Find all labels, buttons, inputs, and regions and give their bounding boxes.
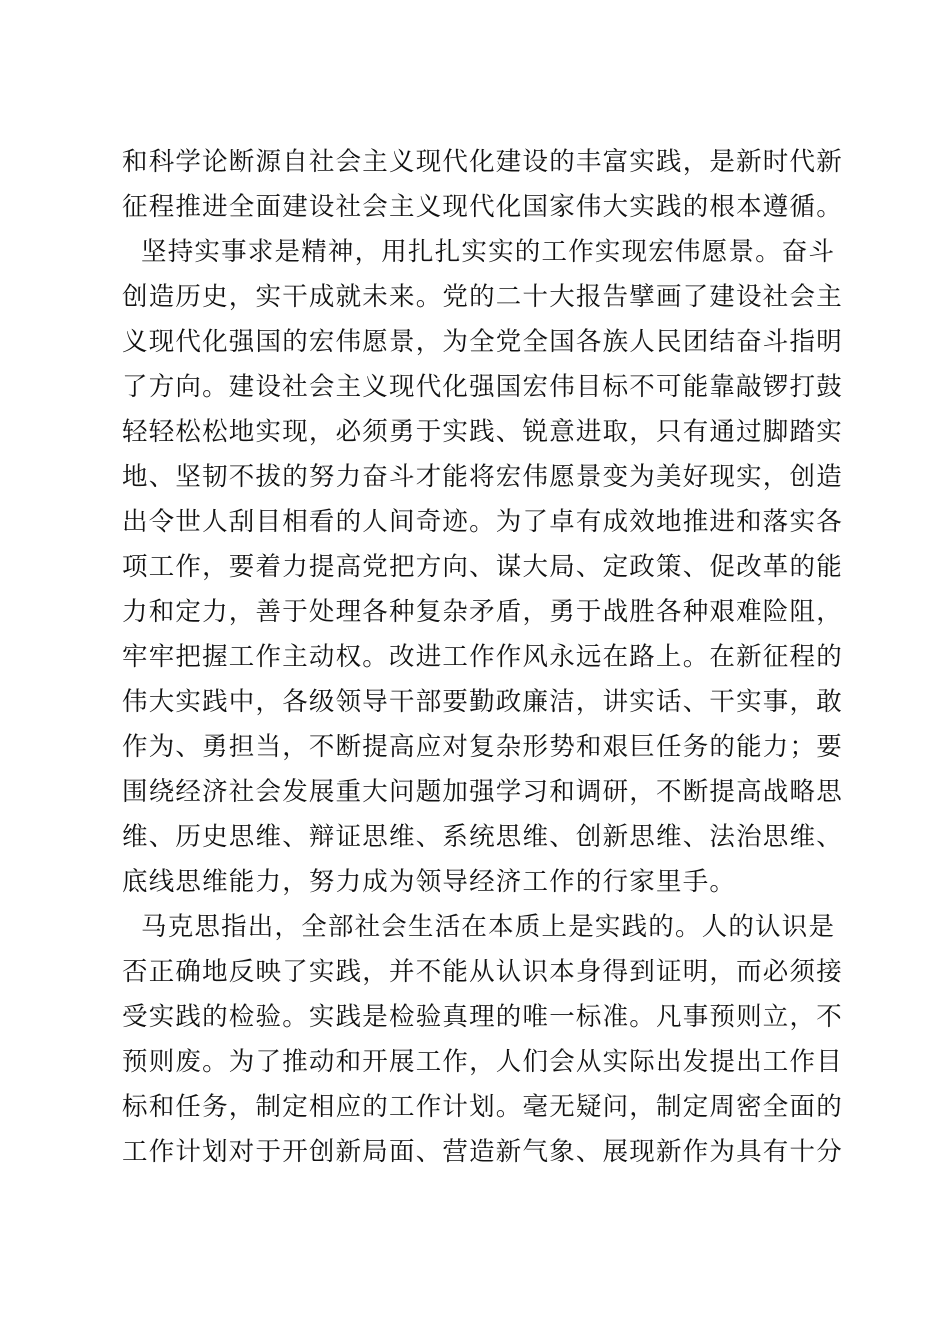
paragraph-1 — [122, 140, 843, 230]
text-line: 了方向。建设社会主义现代化强国宏伟目标不可能靠敲锣打鼓 — [122, 372, 843, 402]
text-line: 预则废。为了推动和开展工作，人们会从实际出发提出工作目 — [122, 1047, 843, 1077]
text-line: 底线思维能力，努力成为领导经济工作的行家里手。 — [122, 867, 737, 897]
text-line: 否正确地反映了实践，并不能从认识本身得到证明，而必须接 — [122, 957, 843, 987]
text-line: 轻轻松松地实现，必须勇于实践、锐意进取，只有通过脚踏实 — [122, 417, 843, 447]
text-line: 马克思指出，全部社会生活在本质上是实践的。人的认识是 — [141, 912, 836, 942]
text-line: 力和定力，善于处理各种复杂矛盾，勇于战胜各种艰难险阻， — [122, 597, 843, 627]
body-text — [122, 140, 843, 1175]
text-line: 工作计划对于开创新局面、营造新气象、展现新作为具有十分 — [122, 1137, 843, 1167]
text-line: 项工作，要着力提高党把方向、谋大局、定政策、促改革的能 — [122, 552, 843, 582]
text-line: 出令世人刮目相看的人间奇迹。为了卓有成效地推进和落实各 — [122, 507, 843, 537]
text-line: 作为、勇担当，不断提高应对复杂形势和艰巨任务的能力；要 — [122, 732, 843, 762]
text-line: 标和任务，制定相应的工作计划。毫无疑问，制定周密全面的 — [122, 1092, 843, 1122]
paragraph-3 — [122, 905, 843, 1175]
text-line: 创造历史，实干成就未来。党的二十大报告擘画了建设社会主 — [122, 282, 843, 312]
text-line: 维、历史思维、辩证思维、系统思维、创新思维、法治思维、 — [122, 822, 843, 852]
paragraph-2 — [122, 230, 843, 905]
text-line: 坚持实事求是精神，用扎扎实实的工作实现宏伟愿景。奋斗 — [141, 237, 836, 267]
text-line: 受实践的检验。实践是检验真理的唯一标准。凡事预则立，不 — [122, 1002, 843, 1032]
text-line: 义现代化强国的宏伟愿景，为全党全国各族人民团结奋斗指明 — [122, 327, 843, 357]
text-line: 围绕经济社会发展重大问题加强学习和调研，不断提高战略思 — [122, 777, 843, 807]
text-line: 和科学论断源自社会主义现代化建设的丰富实践，是新时代新 — [122, 147, 843, 177]
text-line: 征程推进全面建设社会主义现代化国家伟大实践的根本遵循。 — [122, 192, 843, 222]
text-line: 伟大实践中，各级领导干部要勤政廉洁，讲实话、干实事，敢 — [122, 687, 843, 717]
text-line: 地、坚韧不拔的努力奋斗才能将宏伟愿景变为美好现实，创造 — [122, 462, 843, 492]
text-line: 牢牢把握工作主动权。改进工作作风永远在路上。在新征程的 — [122, 642, 843, 672]
